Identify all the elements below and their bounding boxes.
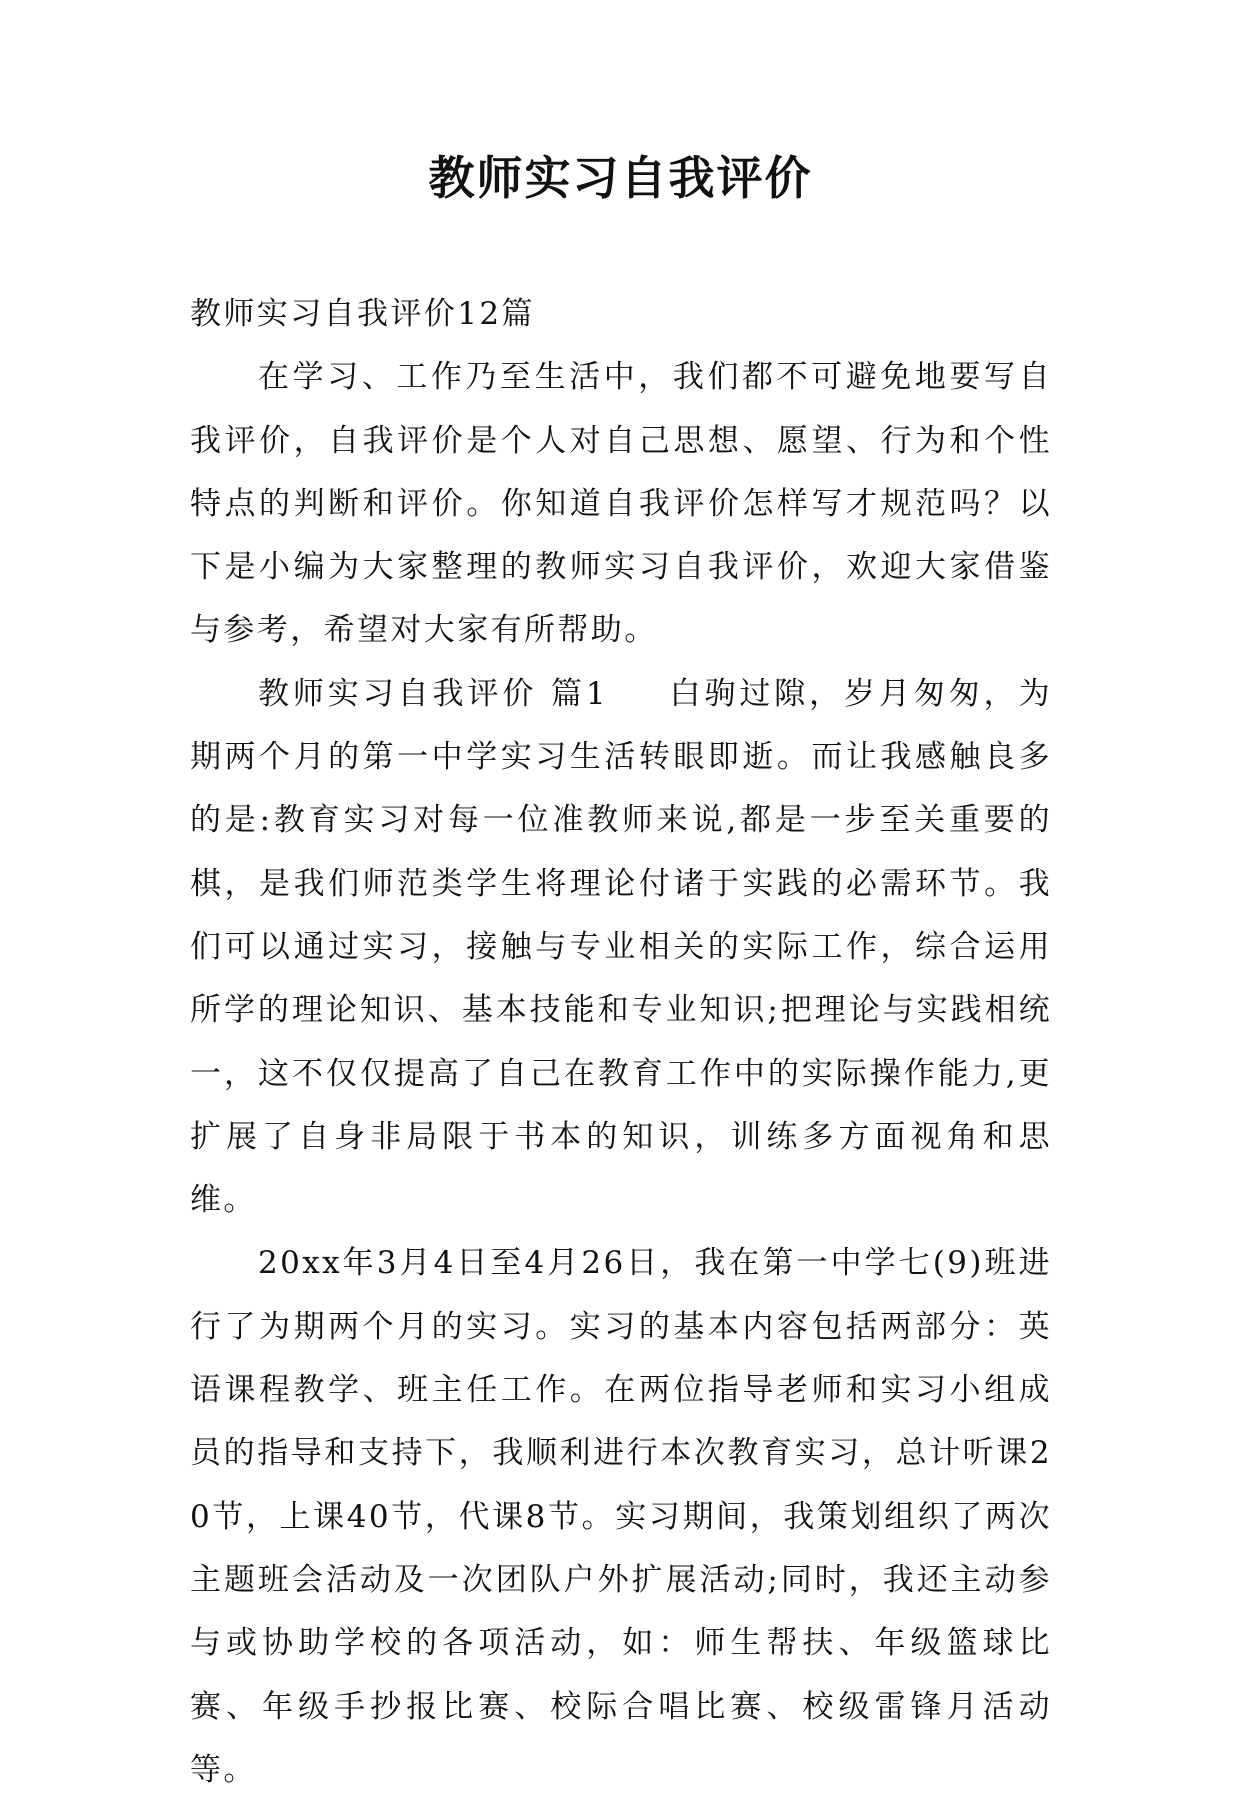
document-body	[190, 283, 1052, 1802]
document-title: 教师实习自我评价	[428, 151, 813, 205]
intro-paragraph: 在学习、工作乃至生活中，我们都不可避免地要写自我评价，自我评价是个人对自己思想、愿望、行为和个性特点的判断和评价。你知道自我评价怎样写才规范吗？以下是小编为大家整理的教师实习自我评价，欢迎大家借鉴与参考，希望对大家有所帮助。	[190, 359, 1052, 649]
section-heading: 教师实习自我评价 篇1	[258, 675, 609, 712]
document-subtitle: 教师实习自我评价12篇	[190, 296, 535, 332]
section-1-paragraph	[190, 663, 1052, 1233]
section-1-text: 白驹过隙，岁月匆匆，为期两个月的第一中学实习生活转眼即逝。而让我感触良多的是:教育实习对每一位准教师来说,都是一步至关重要的棋，是我们师范类学生将理论付诸于实践的必需环节。我们可以通过实习，接触与专业相关的实际工作，综合运用所学的理论知识、基本技能和专业知识;把理论与实践相统一，这不仅仅提高了自己在教育工作中的实际操作能力,更扩展了自身非局限于书本的知识，训练多方面视角和思维。	[190, 675, 1052, 1219]
internship-paragraph: 20xx年3月4日至4月26日，我在第一中学七(9)班进行了为期两个月的实习。实习的基本内容包括两部分：英语课程教学、班主任工作。在两位指导老师和实习小组成员的指导和支持下，我顺利进行本次教育实习，总计听课20节，上课40节，代课8节。实习期间，我策划组织了两次主题班会活动及一次团队户外扩展活动;同时，我还主动参与或协助学校的各项活动，如：师生帮扶、年级篮球比赛、年级手抄报比赛、校际合唱比赛、校级雷锋月活动等。	[190, 1245, 1052, 1788]
